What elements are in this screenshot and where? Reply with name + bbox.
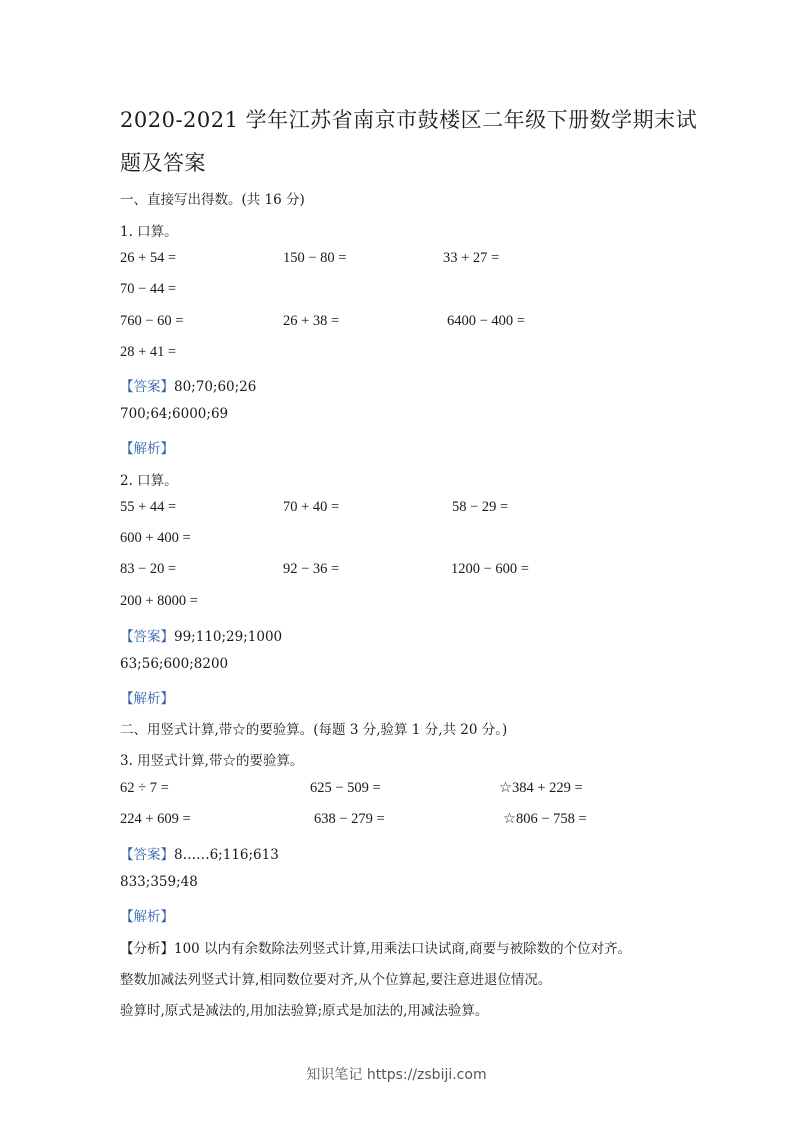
q2-analysis-tag: 【解析】 xyxy=(120,691,174,707)
q1-expression: 26 + 38 = xyxy=(283,313,340,329)
q1-expression: 26 + 54 = xyxy=(120,250,177,266)
q3-expression: 62 ÷ 7 = xyxy=(120,780,169,796)
q2-expression: 55 + 44 = xyxy=(120,499,177,515)
q1-expression: 150 − 80 = xyxy=(283,250,347,266)
section-1-heading: 一、直接写出得数。(共 16 分) xyxy=(120,192,305,208)
q1-analysis-tag: 【解析】 xyxy=(120,441,174,457)
q2-expression: 200 + 8000 = xyxy=(120,593,198,609)
q2-answer-values: 99;110;29;1000 xyxy=(174,629,283,645)
q2-expression: 92 − 36 = xyxy=(283,561,340,577)
q2-answer-line-2: 63;56;600;8200 xyxy=(120,656,229,672)
watermark-footer: 知识笔记 https://zsbiji.com xyxy=(306,1067,487,1083)
q3-expression: 638 − 279 = xyxy=(314,811,385,827)
question-2-label: 2. 口算。 xyxy=(120,473,178,489)
q2-expression: 600 + 400 = xyxy=(120,530,191,546)
q3-expression: ☆384 + 229 = xyxy=(499,780,583,796)
q3-answer-line-1 xyxy=(120,843,279,863)
q2-answer-line-1 xyxy=(120,625,282,645)
q2-expression: 58 − 29 = xyxy=(452,499,509,515)
q1-expression: 70 − 44 = xyxy=(120,281,177,297)
document-title-line-2: 题及答案 xyxy=(120,151,206,175)
q3-analysis-line-1 xyxy=(120,937,631,957)
q1-expression: 33 + 27 = xyxy=(443,250,500,266)
answer-tag: 【答案】 xyxy=(120,847,174,863)
q1-answer-values: 80;70;60;26 xyxy=(174,379,257,395)
q1-answer-line-1 xyxy=(120,375,256,395)
q1-answer-line-2: 700;64;6000;69 xyxy=(120,406,229,422)
analysis-tag: 【分析】 xyxy=(120,941,174,957)
q3-analysis-text: 100 以内有余数除法列竖式计算,用乘法口诀试商,商要与被除数的个位对齐。 xyxy=(174,941,632,957)
q3-analysis-line-3: 验算时,原式是减法的,用加法验算;原式是加法的,用减法验算。 xyxy=(120,1003,489,1019)
question-3-label: 3. 用竖式计算,带☆的要验算。 xyxy=(120,753,304,769)
q3-expression: 224 + 609 = xyxy=(120,811,191,827)
q3-analysis-tag: 【解析】 xyxy=(120,909,174,925)
q2-expression: 83 − 20 = xyxy=(120,561,177,577)
section-2-heading: 二、用竖式计算,带☆的要验算。(每题 3 分,验算 1 分,共 20 分。) xyxy=(120,722,508,738)
q1-expression: 760 − 60 = xyxy=(120,313,184,329)
answer-tag: 【答案】 xyxy=(120,379,174,395)
q3-analysis-line-2: 整数加减法列竖式计算,相同数位要对齐,从个位算起,要注意进退位情况。 xyxy=(120,972,552,988)
q1-expression: 6400 − 400 = xyxy=(447,313,525,329)
q3-answer-values: 8……6;116;613 xyxy=(174,847,279,863)
document-title-line-1: 2020-2021 学年江苏省南京市鼓楼区二年级下册数学期末试 xyxy=(120,108,698,132)
q2-expression: 70 + 40 = xyxy=(283,499,340,515)
question-1-label: 1. 口算。 xyxy=(120,224,178,240)
q2-expression: 1200 − 600 = xyxy=(451,561,529,577)
answer-tag: 【答案】 xyxy=(120,629,174,645)
q3-expression: 625 − 509 = xyxy=(310,780,381,796)
q3-expression: ☆806 − 758 = xyxy=(503,811,587,827)
q1-expression: 28 + 41 = xyxy=(120,344,177,360)
q3-answer-line-2: 833;359;48 xyxy=(120,874,198,890)
